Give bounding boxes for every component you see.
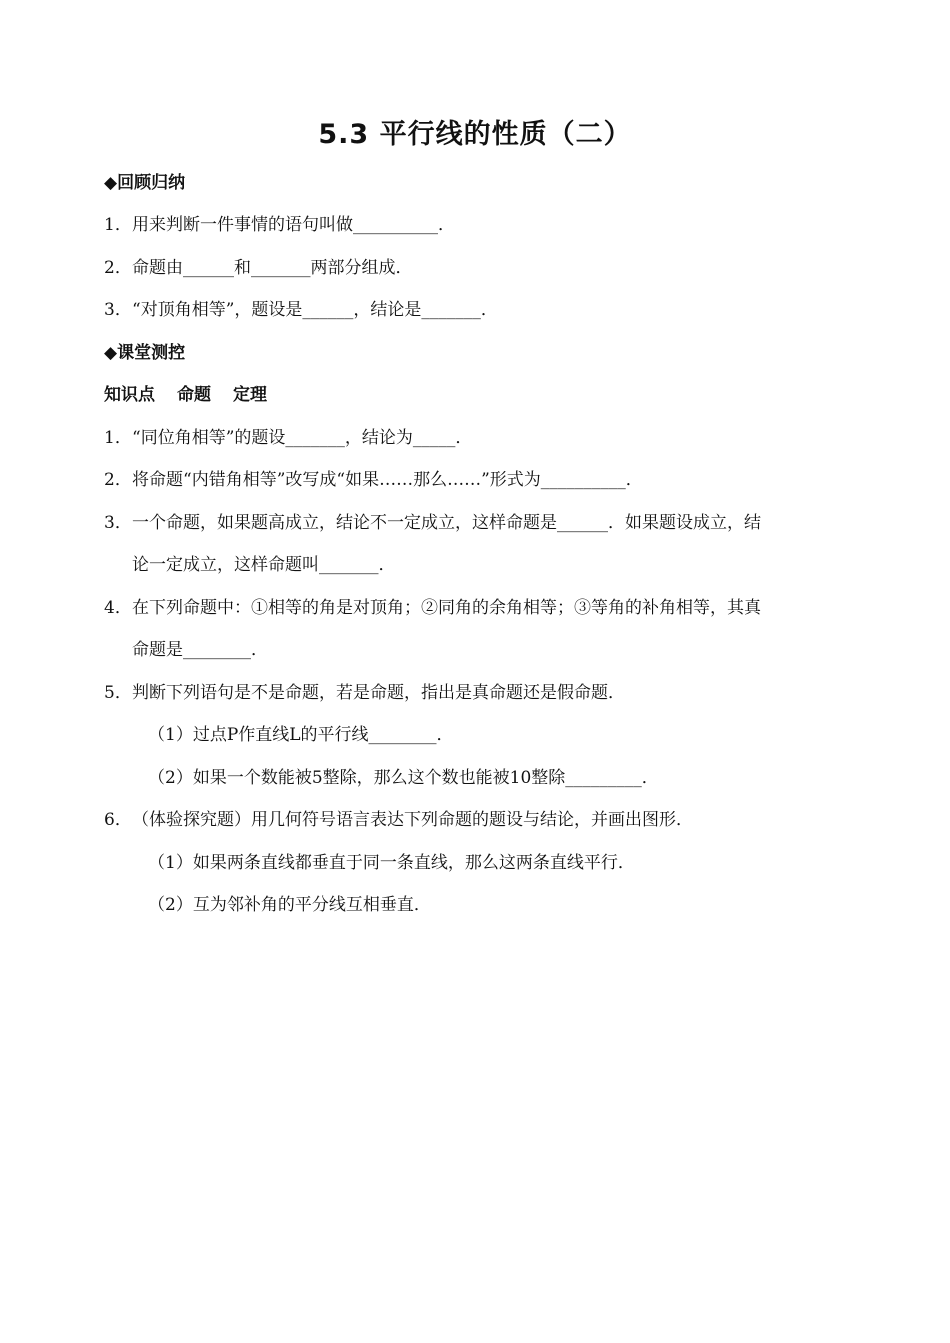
classroom-item-1 [104, 426, 472, 450]
topic-part-1: 命题 [177, 385, 211, 405]
topic-label: 知识点 [104, 385, 155, 405]
item-number: 2． [104, 258, 132, 278]
review-item-2 [104, 256, 413, 280]
classroom-item-6-sub-2: （2）互为邻补角的平分线互相垂直． [148, 895, 431, 915]
item-text: “同位角相等”的题设_______，结论为_____． [132, 428, 473, 448]
item-number: 6． [104, 810, 132, 830]
review-item-3 [104, 298, 498, 322]
classroom-item-3-continued: 论一定成立，这样命题叫_______． [132, 555, 396, 575]
topic-part-2: 定理 [233, 385, 267, 405]
review-item-1 [104, 213, 455, 237]
item-text: 判断下列语句是不是命题，若是命题，指出是真命题还是假命题． [132, 683, 625, 703]
item-number: 3． [104, 300, 132, 320]
classroom-item-3 [104, 511, 761, 535]
classroom-item-6-sub-1: （1）如果两条直线都垂直于同一条直线，那么这两条直线平行． [148, 853, 635, 873]
item-text: 一个命题，如果题高成立，结论不一定成立，这样命题是______．如果题设成立，结 [132, 513, 761, 533]
item-text: 在下列命题中：①相等的角是对顶角；②同角的余角相等；③等角的补角相等，其真 [132, 598, 761, 618]
page-title: 5.3 平行线的性质（二） [318, 119, 632, 150]
item-text: 将命题“内错角相等”改写成“如果……那么……”形式为__________． [132, 470, 643, 490]
classroom-item-4 [104, 596, 761, 620]
item-number: 4． [104, 598, 132, 618]
item-number: 1． [104, 428, 132, 448]
classroom-item-5-sub-2: （2）如果一个数能被5整除，那么这个数也能被10整除_________． [148, 768, 659, 788]
item-number: 3． [104, 513, 132, 533]
classroom-item-2 [104, 468, 643, 492]
classroom-item-4-continued: 命题是________． [132, 640, 268, 660]
classroom-heading: ◆课堂测控 [104, 343, 186, 363]
item-number: 2． [104, 470, 132, 490]
review-heading: ◆回顾归纳 [104, 173, 186, 193]
topic-heading [104, 383, 267, 407]
item-text: “对顶角相等”，题设是______，结论是_______． [132, 300, 498, 320]
item-number: 5． [104, 683, 132, 703]
classroom-item-6 [104, 808, 693, 832]
item-text: 用来判断一件事情的语句叫做__________． [132, 215, 455, 235]
classroom-item-5-sub-1: （1）过点P作直线L的平行线________． [148, 725, 454, 745]
classroom-item-5 [104, 681, 625, 705]
item-text: （体验探究题）用几何符号语言表达下列命题的题设与结论，并画出图形． [132, 810, 693, 830]
item-text: 命题由______和_______两部分组成． [132, 258, 413, 278]
item-number: 1． [104, 215, 132, 235]
